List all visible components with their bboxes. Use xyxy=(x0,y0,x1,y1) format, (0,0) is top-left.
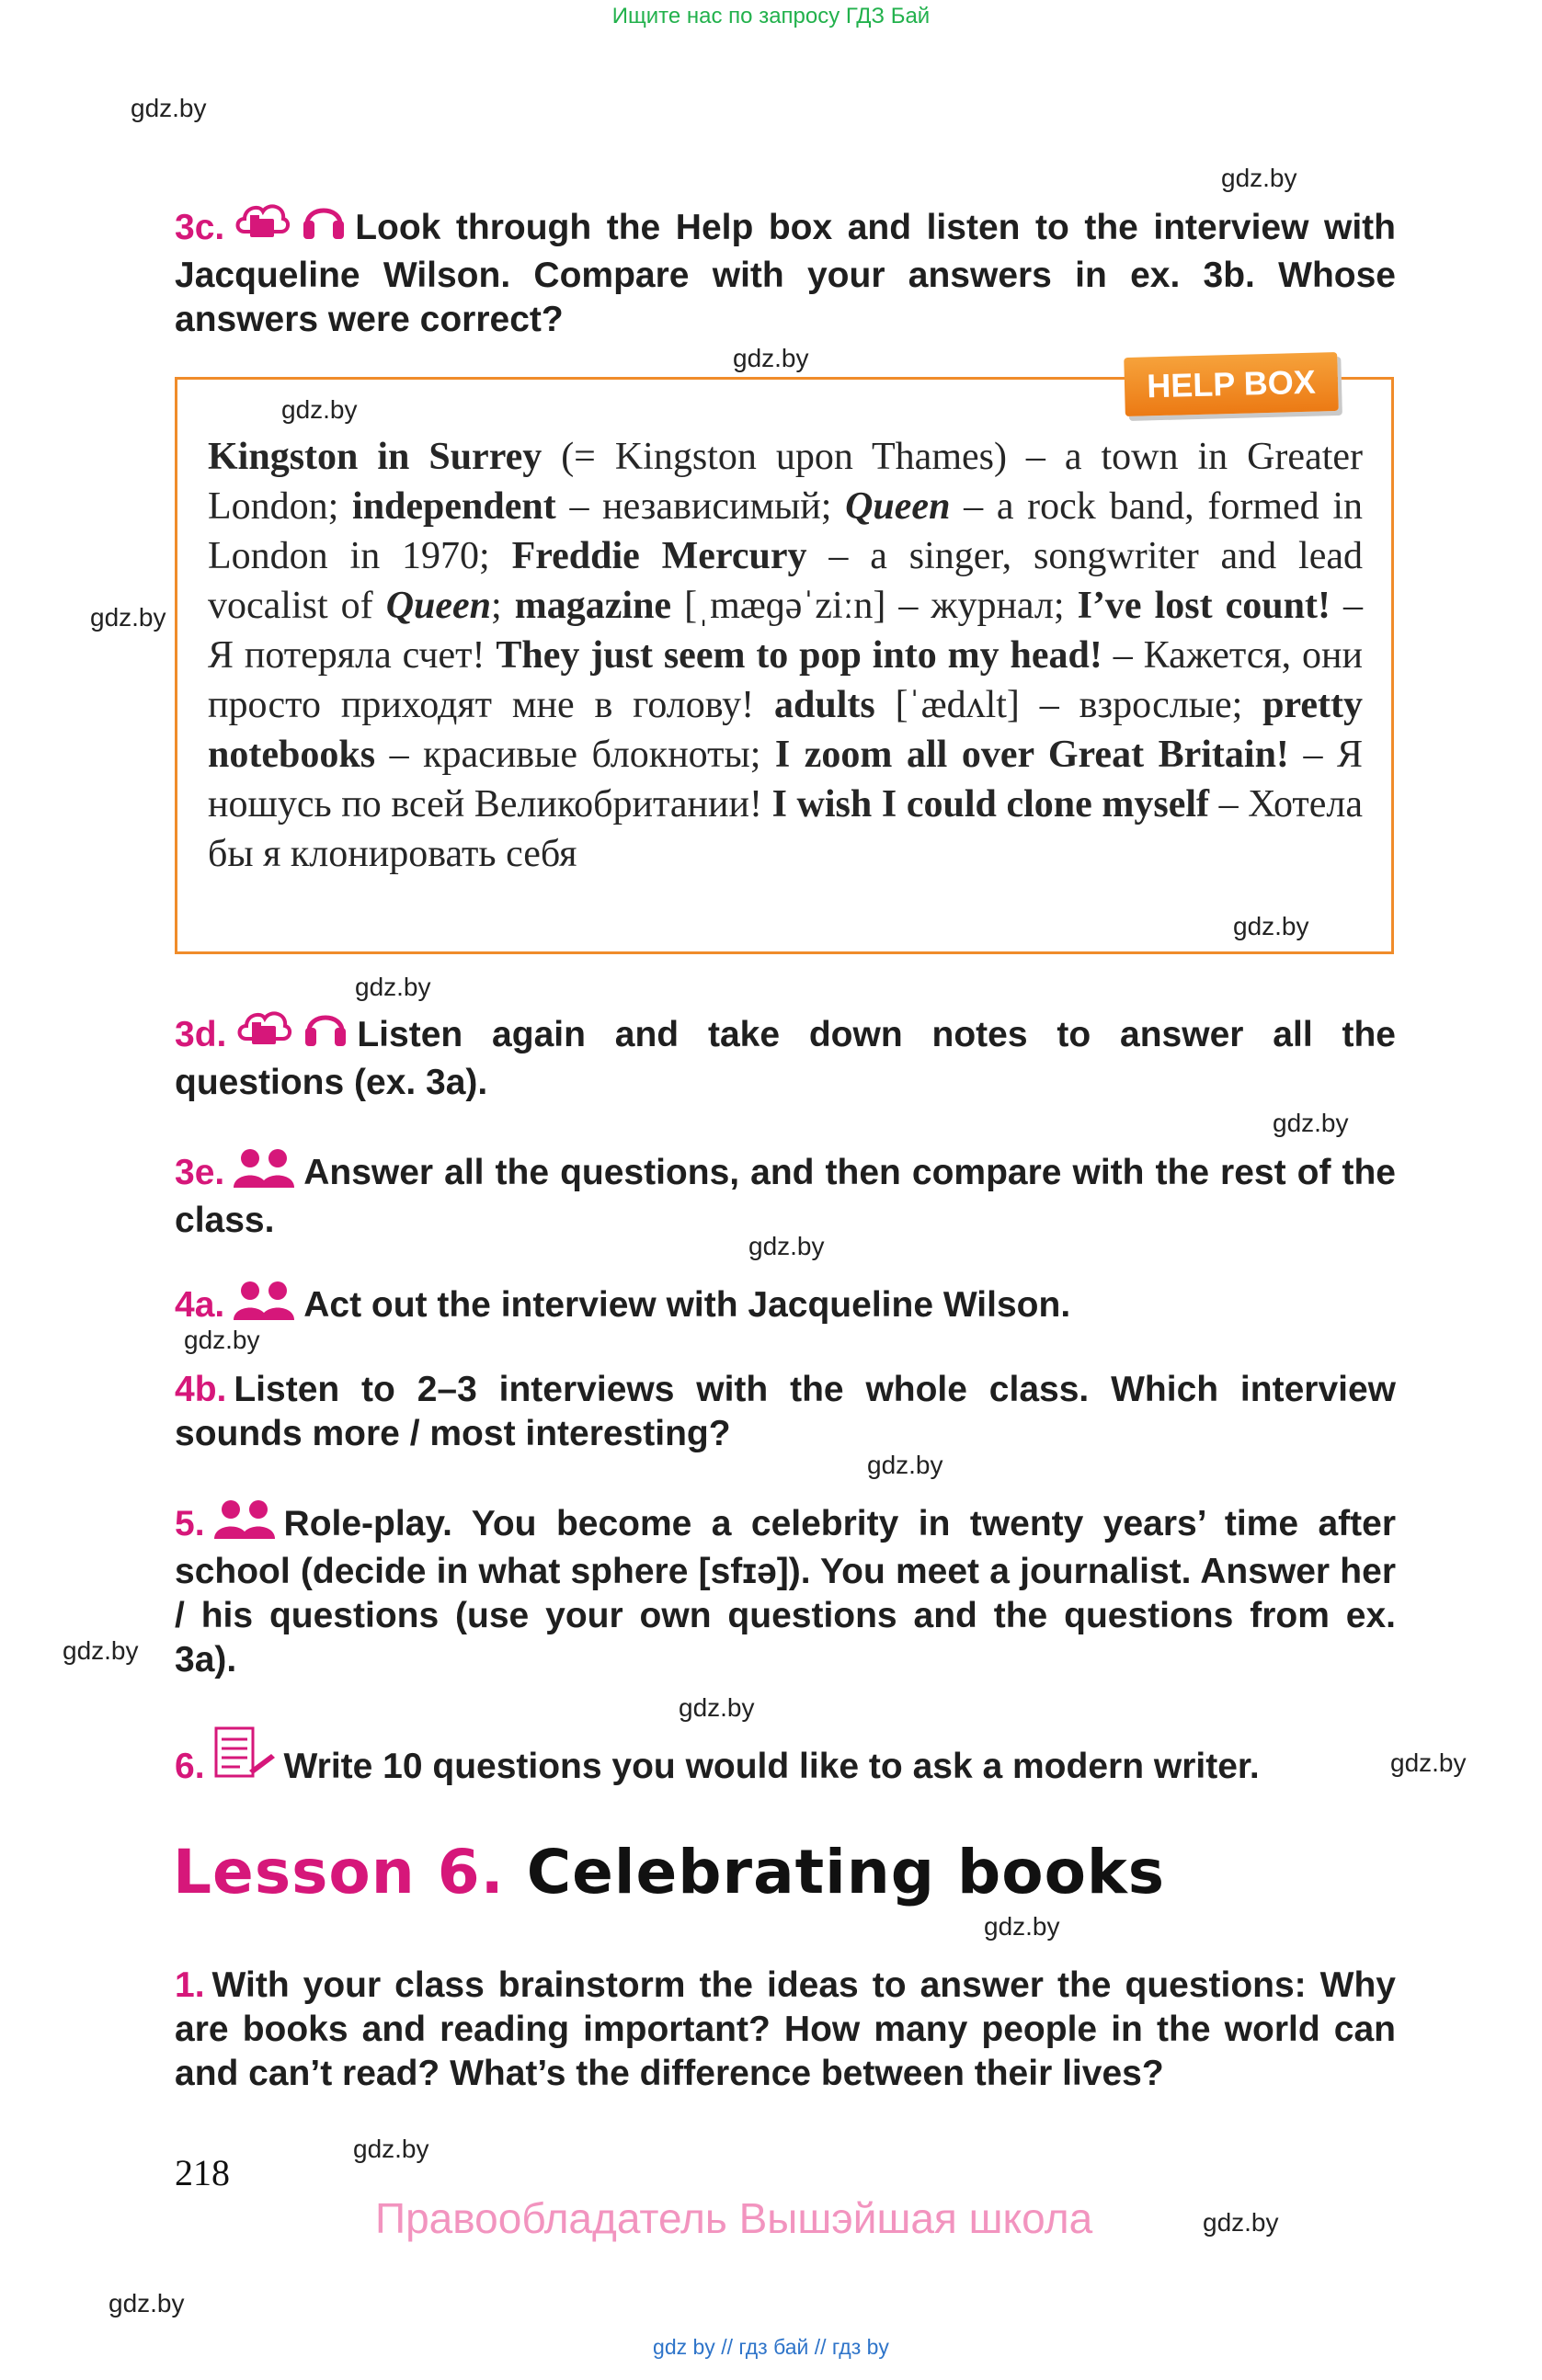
lesson-heading xyxy=(173,1837,1165,1907)
headphones-icon xyxy=(300,195,348,254)
copyright-holder: Правообладатель Вышэйшая школа xyxy=(375,2194,1093,2242)
task-text: Act out the interview with Jacqueline Wilson. xyxy=(303,1285,1071,1325)
term: Queen xyxy=(385,585,492,627)
task-number: 6. xyxy=(175,1747,205,1786)
watermark: gdz.by xyxy=(1273,1109,1349,1137)
definition: – Я ношусь по всей Великобритании! xyxy=(208,734,1364,826)
task-3e xyxy=(175,1147,1396,1243)
task-number: 3e. xyxy=(175,1153,225,1192)
writing-icon xyxy=(212,1726,277,1793)
lesson-task-1 xyxy=(175,1964,1396,2096)
term: Queen xyxy=(845,485,951,528)
term: adults xyxy=(774,684,875,726)
watermark: gdz.by xyxy=(748,1232,825,1260)
task-number: 4b. xyxy=(175,1370,227,1409)
definition: – Я потеряла счет! xyxy=(208,585,1364,677)
term: They just seem to pop into my head! xyxy=(496,634,1102,677)
definition: [ˈædʌlt] – взрослые; xyxy=(874,684,1263,726)
help-box-label: HELP BOX xyxy=(1124,352,1339,416)
watermark: gdz.by xyxy=(1221,164,1297,192)
top-search-hint: Ищите нас по запросу ГДЗ Бай xyxy=(611,4,931,28)
term: Kingston in Surrey xyxy=(208,436,543,478)
task-text: Listen again and take down notes to answer all the questions (ex. 3a). xyxy=(175,1015,1396,1102)
pair-work-icon xyxy=(232,1280,296,1331)
task-number: 4a. xyxy=(175,1285,225,1325)
lesson-number: Lesson 6. xyxy=(173,1837,505,1907)
task-text: With your class brainstorm the ideas to answer the questions: Why are books and reading important? How many people in the world can and can’t read? What’s the difference between their lives? xyxy=(175,1965,1396,2093)
task-4b xyxy=(175,1368,1396,1456)
definition: – независимый; xyxy=(555,485,846,528)
task-text: Listen to 2–3 interviews with the whole class. Which interview sounds more / most interesting? xyxy=(175,1370,1396,1453)
page-number: 218 xyxy=(175,2152,230,2193)
watermark: gdz.by xyxy=(355,973,431,1001)
task-number: 3c. xyxy=(175,208,225,247)
definition: [ˌmæɡəˈziːn] – журнал; xyxy=(671,585,1078,627)
task-text: Write 10 questions you would like to ask a modern writer. xyxy=(283,1747,1260,1786)
watermark: gdz.by xyxy=(109,2289,185,2317)
watermark: gdz.by xyxy=(733,344,809,372)
task-text: Answer all the questions, and then compare with the rest of the class. xyxy=(175,1153,1396,1240)
watermark: gdz.by xyxy=(679,1693,755,1722)
watermark: gdz.by xyxy=(1390,1748,1467,1777)
watermark: gdz.by xyxy=(867,1451,943,1479)
term: I wish I could clone myself xyxy=(771,783,1210,826)
task-3d xyxy=(175,1002,1396,1105)
term: I’ve lost count! xyxy=(1077,585,1331,627)
term: pretty notebooks xyxy=(208,684,1363,776)
term: magazine xyxy=(514,585,672,627)
watermark: gdz.by xyxy=(1203,2208,1279,2237)
definition: – a rock band, formed in London in 1970; xyxy=(208,485,1363,577)
watermark: gdz.by xyxy=(63,1636,139,1665)
term: independent xyxy=(352,485,556,528)
task-number: 5. xyxy=(175,1504,205,1543)
task-text: Look through the Help box and listen to the interview with Jacqueline Wilson. Compare with your answers in ex. 3b. Whose answers were correct? xyxy=(175,208,1396,339)
watermark: gdz.by xyxy=(131,94,207,122)
definition: – красивые блокноты; xyxy=(375,734,775,776)
pair-work-icon xyxy=(232,1147,296,1199)
task-5 xyxy=(175,1498,1396,1682)
task-number: 1. xyxy=(175,1965,205,2005)
cloud-folder-icon xyxy=(234,1002,294,1061)
definition: – Хотела бы я клонировать себя xyxy=(208,783,1363,875)
cloud-folder-icon xyxy=(232,195,292,254)
term: Freddie Mercury xyxy=(511,535,807,577)
watermark: gdz.by xyxy=(353,2135,429,2163)
pair-work-icon xyxy=(212,1498,277,1550)
definition: (= Kingston upon Thames) – a town in Greater London; xyxy=(208,436,1364,528)
footer-links[interactable]: gdz by // гдз бай // гдз by xyxy=(653,2335,889,2359)
watermark: gdz.by xyxy=(984,1912,1060,1941)
definition: – Кажется, они просто приходят мне в голову! xyxy=(208,634,1363,726)
watermark: gdz.by xyxy=(90,603,166,632)
task-text: Role-play. You become a celebrity in twenty years’ time after school (decide in what sphere [sfɪə]). You meet a journalist. Answer her / his questions (use your own questions and the questions from ex. 3a). xyxy=(175,1504,1396,1680)
lesson-title: Celebrating books xyxy=(526,1837,1166,1907)
help-box-text xyxy=(208,432,1363,879)
definition: – a singer, songwriter and lead vocalist of xyxy=(208,535,1364,627)
task-4a xyxy=(175,1280,1396,1331)
task-3c xyxy=(175,195,1396,342)
term: I zoom all over Great Britain! xyxy=(774,734,1289,776)
watermark: gdz.by xyxy=(281,395,358,424)
headphones-icon xyxy=(302,1002,349,1061)
definition: ; xyxy=(491,585,515,627)
task-6 xyxy=(175,1726,1396,1793)
watermark: gdz.by xyxy=(184,1326,260,1354)
task-number: 3d. xyxy=(175,1015,227,1054)
watermark: gdz.by xyxy=(1233,912,1309,940)
